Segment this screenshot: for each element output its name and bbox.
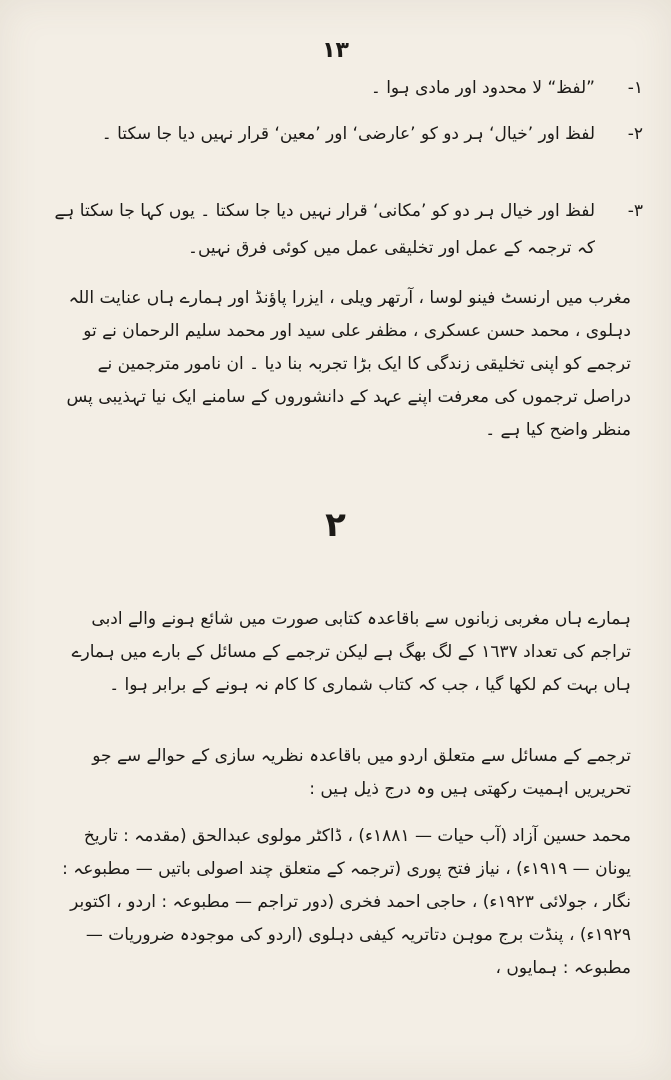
paragraph: ترجمے کے مسائل سے متعلق اردو میں باقاعدہ نظریہ سازی کے حوالے سے جو تحریریں اہمیت رکھتی ہیں وہ درج ذیل ہیں : <box>92 746 631 799</box>
list-item-number: ٣- <box>627 201 643 221</box>
list-item-number: ٢- <box>627 124 643 144</box>
list-item-text: لفظ اور ’خیال‘ ہر دو کو ’عارضی‘ اور ’معین‘ قرار نہیں دیا جا سکتا ۔ <box>101 124 595 144</box>
paragraph: مغرب میں ارنسٹ فینو لوسا ، آرتھر ویلی ، ایزرا پاؤنڈ اور ہمارے ہاں عنایت اللہ دہلوی ، محمد حسن عسکری ، مظفر علی سید اور محمد سلیم الرحمان نے تو ترجمے کو اپنی تخلیقی زندگی کا ایک بڑا تجربہ بنا دیا ۔ ان نامور مترجمین نے دراصل ترجموں کی معرفت اپنے عہد کے دانشوروں کے سامنے ایک نیا تہذیبی پس منظر واضح کیا ہے ۔ <box>66 288 631 440</box>
list-item <box>52 193 643 267</box>
paragraph: محمد حسین آزاد (آب حیات — ١٨٨١ء) ، ڈاکٹر مولوی عبدالحق (مقدمہ : تاریخ یونان — ١٩١٩ء) ، نیاز فتح پوری (ترجمہ کے متعلق چند اصولی باتیں — مطبوعہ : نگار ، جولائی ١٩٢٣ء) ، حاجی احمد فخری (دور تراجم — مطبوعہ : اردو ، اکتوبر ١٩٢٩ء) ، پنڈت برج موہن دتاتریہ کیفی دہلوی (اردو کی موجودہ ضروریات — مطبوعہ : ہمایوں ، <box>62 826 631 978</box>
list-item-text: لفظ اور خیال ہر دو کو ’مکانی‘ قرار نہیں دیا جا سکتا ۔ یوں کہا جا سکتا ہے کہ ترجمہ کے عمل اور تخلیقی عمل میں کوئی فرق نہیں۔ <box>54 201 595 258</box>
section-heading: ٢ <box>325 505 346 545</box>
list-item-number: ١- <box>627 78 643 98</box>
list-item-text: ”لفظ“ لا محدود اور مادی ہوا ۔ <box>370 78 595 98</box>
paragraph: ہمارے ہاں مغربی زبانوں سے باقاعدہ کتابی صورت میں شائع ہونے والے ادبی تراجم کی تعداد ١٦٣٧ کے لگ بھگ ہے لیکن ترجمے کے مسائل کے بارے میں ہمارے ہاں بہت کم لکھا گیا ، جب کہ کتاب شماری کا کام نہ ہونے کے برابر ہوا ۔ <box>71 609 631 695</box>
page-number: ١٣ <box>322 38 349 63</box>
list-item <box>52 116 643 153</box>
list-item <box>52 70 643 107</box>
